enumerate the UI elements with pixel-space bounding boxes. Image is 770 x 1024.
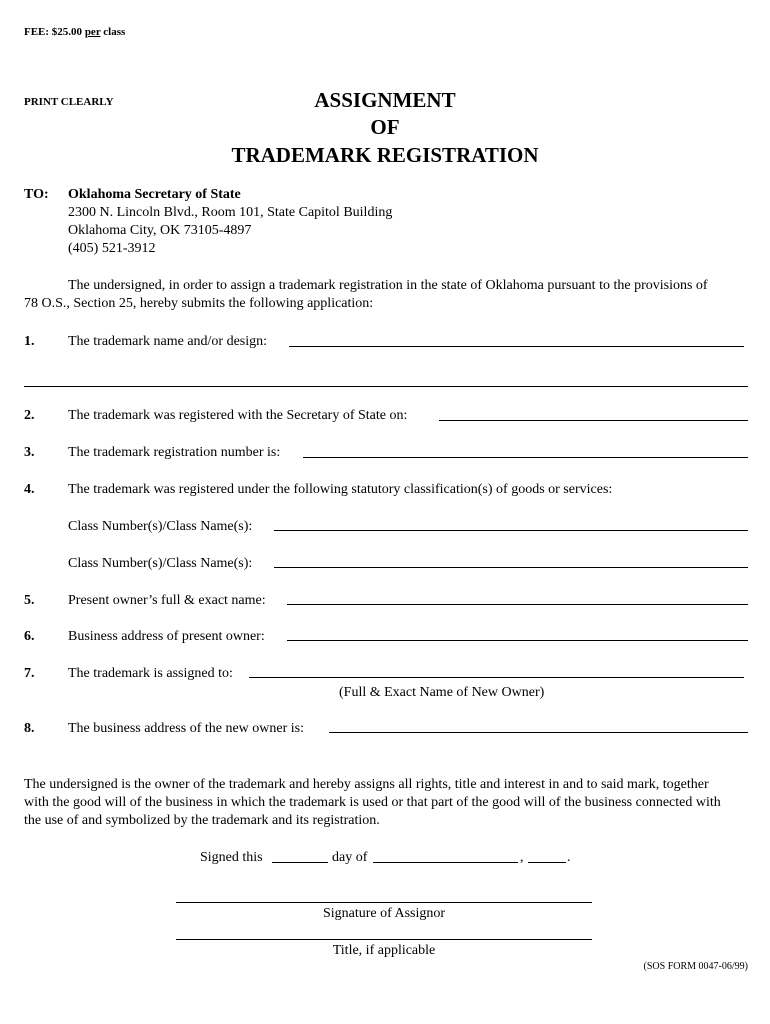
to-label: TO: (24, 187, 49, 202)
to-phone: (405) 521-3912 (68, 241, 156, 256)
item-5-label: Present owner’s full & exact name: (68, 593, 266, 608)
fee-notice (24, 26, 125, 38)
registration-date-field[interactable] (439, 420, 748, 421)
signed-this-label: Signed this (200, 850, 263, 865)
class-label-1: Class Number(s)/Class Name(s): (68, 519, 253, 534)
class-field-1[interactable] (274, 530, 748, 531)
present-owner-name-field[interactable] (287, 604, 748, 605)
item-3-label: The trademark registration number is: (68, 445, 281, 460)
statement-line3: the use of and symbolized by the trademark and its registration. (24, 813, 380, 828)
day-of-label: day of (332, 850, 368, 865)
present-owner-address-field[interactable] (287, 640, 748, 641)
signed-day-field[interactable] (272, 862, 328, 863)
intro-line2: 78 O.S., Section 25, hereby submits the following application: (24, 296, 374, 311)
item-2-label: The trademark was registered with the Secretary of State on: (68, 408, 408, 423)
statement-line1: The undersigned is the owner of the trademark and hereby assigns all rights, title and interest in and to said mark, together (24, 777, 709, 792)
form-title-line1: ASSIGNMENT (314, 88, 456, 112)
to-address-line1: 2300 N. Lincoln Blvd., Room 101, State Capitol Building (68, 205, 393, 220)
item-6-label: Business address of present owner: (68, 629, 265, 644)
title-field[interactable] (176, 939, 592, 940)
new-owner-name-hint: (Full & Exact Name of New Owner) (339, 685, 545, 700)
new-owner-address-field[interactable] (329, 732, 748, 733)
item-1-label: The trademark name and/or design: (68, 334, 268, 349)
item-6-number: 6. (24, 629, 35, 644)
print-clearly-note: PRINT CLEARLY (24, 96, 114, 108)
item-2-number: 2. (24, 408, 35, 423)
fee-class: class (103, 26, 126, 38)
registration-number-field[interactable] (303, 457, 748, 458)
title-label: Title, if applicable (332, 943, 436, 958)
item-7-number: 7. (24, 666, 35, 681)
item-8-label: The business address of the new owner is: (68, 721, 305, 736)
item-5-number: 5. (24, 593, 35, 608)
to-address-line2: Oklahoma City, OK 73105-4897 (68, 223, 252, 238)
item-3-number: 3. (24, 445, 35, 460)
item-7-label: The trademark is assigned to: (68, 666, 233, 681)
class-label-2: Class Number(s)/Class Name(s): (68, 556, 253, 571)
form-title-line3: TRADEMARK REGISTRATION (231, 143, 539, 167)
signed-month-field[interactable] (373, 862, 518, 863)
trademark-name-field[interactable] (289, 346, 744, 347)
item-4-label: The trademark was registered under the following statutory classification(s) of goods or services: (68, 482, 613, 497)
new-owner-name-field[interactable] (249, 677, 744, 678)
item-8-number: 8. (24, 721, 35, 736)
form-title-line2: OF (370, 115, 400, 139)
fee-per: per (84, 26, 101, 38)
signed-year-field[interactable] (528, 862, 566, 863)
item-4-number: 4. (24, 482, 35, 497)
trademark-name-field-line2[interactable] (24, 386, 748, 387)
signed-comma: , (520, 850, 524, 865)
form-identifier: (SOS FORM 0047-06/99) (643, 961, 748, 972)
class-field-2[interactable] (274, 567, 748, 568)
signature-label: Signature of Assignor (322, 906, 446, 921)
intro-line1: The undersigned, in order to assign a trademark registration in the state of Oklahoma pursuant to the provisions of (68, 278, 708, 293)
signed-period: . (567, 850, 571, 865)
to-organization: Oklahoma Secretary of State (68, 187, 241, 202)
statement-line2: with the good will of the business in which the trademark is used or that part of the good will of the business connected with (24, 795, 721, 810)
item-1-number: 1. (24, 334, 35, 349)
fee-amount: FEE: $25.00 (24, 26, 83, 38)
signature-field[interactable] (176, 902, 592, 903)
